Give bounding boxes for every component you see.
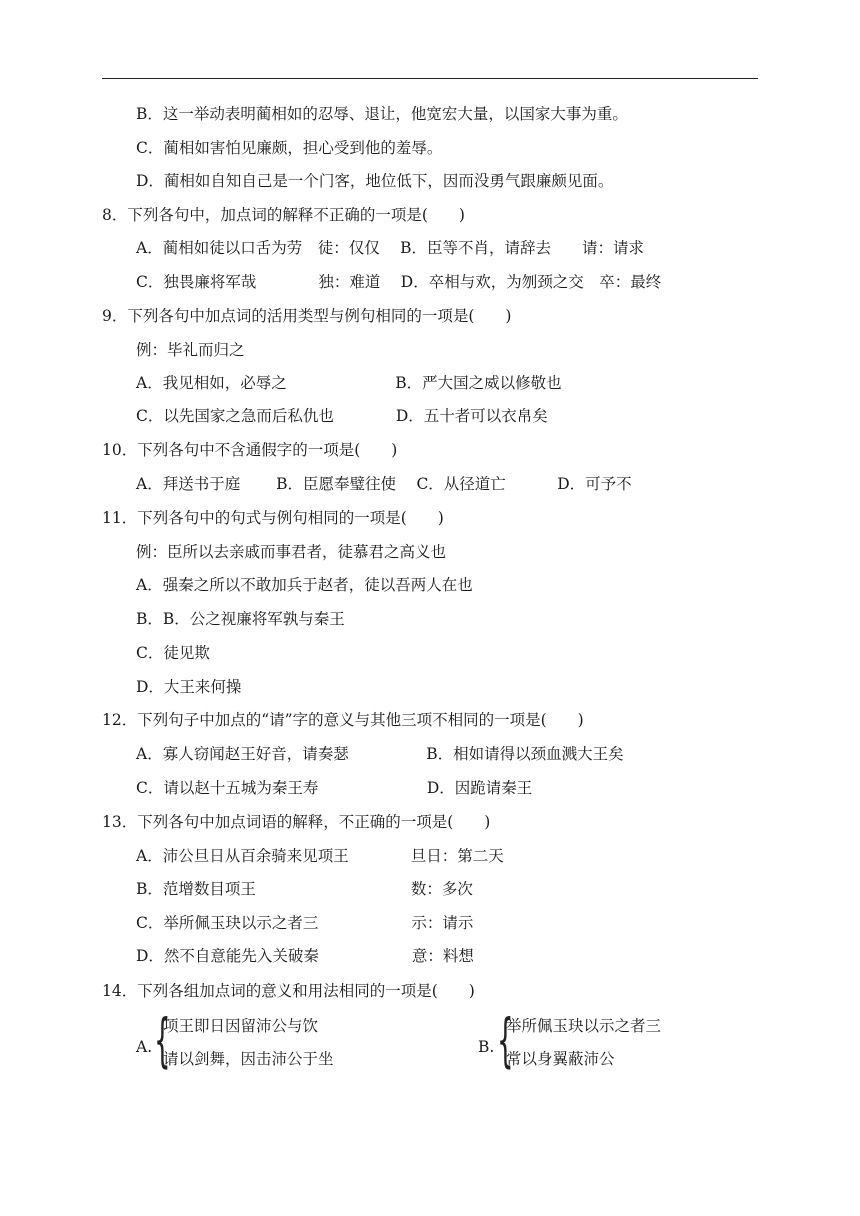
q14-option-b-line-1: 举所佩玉玦以示之者三 xyxy=(506,1017,662,1035)
q14-option-b-line-2: 常以身翼蔽沛公 xyxy=(506,1050,615,1068)
q12-options-cd: C．请以赵十五城为秦王寿 D．因跪请秦王 xyxy=(136,779,533,797)
q11-option-b: B．B．公之视廉将军孰与秦王 xyxy=(136,610,345,628)
q9-stem: 9．下列各句中加点词的活用类型与例句相同的一项是( ) xyxy=(102,307,512,325)
header-rule xyxy=(102,78,758,79)
q7-option-b: B．这一举动表明蔺相如的忍辱、退让，他宽宏大量，以国家大事为重。 xyxy=(136,105,628,123)
q8-options-cd: C．独畏廉将军哉 独：难道 D．卒相与欢，为刎颈之交 卒：最终 xyxy=(136,273,662,291)
q14-option-a-line-1: 项王即日因留沛公与饮 xyxy=(163,1017,319,1035)
q14-option-a-label: A. xyxy=(136,1038,153,1056)
q12-stem: 12．下列句子中加点的“请”字的意义与其他三项不相同的一项是( ) xyxy=(102,711,584,729)
q11-option-d: D．大王来何操 xyxy=(136,678,242,696)
q13-option-c: C．举所佩玉玦以示之者三 示：请示 xyxy=(136,914,474,932)
q14-b-brace: { xyxy=(497,1006,514,1074)
q13-stem: 13．下列各句中加点词语的解释，不正确的一项是( ) xyxy=(102,813,491,831)
q9-example: 例：毕礼而归之 xyxy=(136,341,245,359)
q14-a-brace: { xyxy=(154,1006,171,1074)
q12-options-ab: A．寡人窃闻赵王好音，请奏瑟 B．相如请得以颈血溅大王矣 xyxy=(136,745,624,763)
q11-option-c: C．徒见欺 xyxy=(136,644,210,662)
q7-option-d: D．蔺相如自知自己是一个门客，地位低下，因而没勇气跟廉颇见面。 xyxy=(136,172,614,190)
q11-example: 例：臣所以去亲戚而事君者，徒慕君之高义也 xyxy=(136,543,447,561)
q9-options-cd: C．以先国家之急而后私仇也 D．五十者可以衣帛矣 xyxy=(136,407,548,425)
q9-options-ab: A．我见相如，必辱之 B．严大国之威以修敬也 xyxy=(136,374,562,392)
q8-stem: 8．下列各句中，加点词的解释不正确的一项是( ) xyxy=(102,206,465,224)
q11-option-a: A．强秦之所以不敢加兵于赵者，徒以吾两人在也 xyxy=(136,576,473,594)
q10-options: A．拜送书于庭 B．臣愿奉璧往使 C．从径道亡 D．可予不 xyxy=(136,475,632,493)
q8-options-ab: A．蔺相如徒以口舌为劳 徒：仅仅 B．臣等不肖，请辞去 请：请求 xyxy=(136,239,645,257)
q14-option-b-label: B. xyxy=(478,1038,495,1056)
q13-option-a: A．沛公旦日从百余骑来见项王 旦日：第二天 xyxy=(136,847,504,865)
q14-option-a-line-2: 请以剑舞，因击沛公于坐 xyxy=(163,1050,334,1068)
q11-stem: 11．下列各句中的句式与例句相同的一项是( ) xyxy=(102,509,444,527)
q7-option-c: C．蔺相如害怕见廉颇，担心受到他的羞辱。 xyxy=(136,139,443,157)
q14-stem: 14．下列各组加点词的意义和用法相同的一项是( ) xyxy=(102,982,475,1000)
q13-option-d: D．然不自意能先入关破秦 意：料想 xyxy=(136,947,474,965)
q13-option-b: B．范增数目项王 数：多次 xyxy=(136,880,473,898)
q10-stem: 10．下列各句中不含通假字的一项是( ) xyxy=(102,441,398,459)
